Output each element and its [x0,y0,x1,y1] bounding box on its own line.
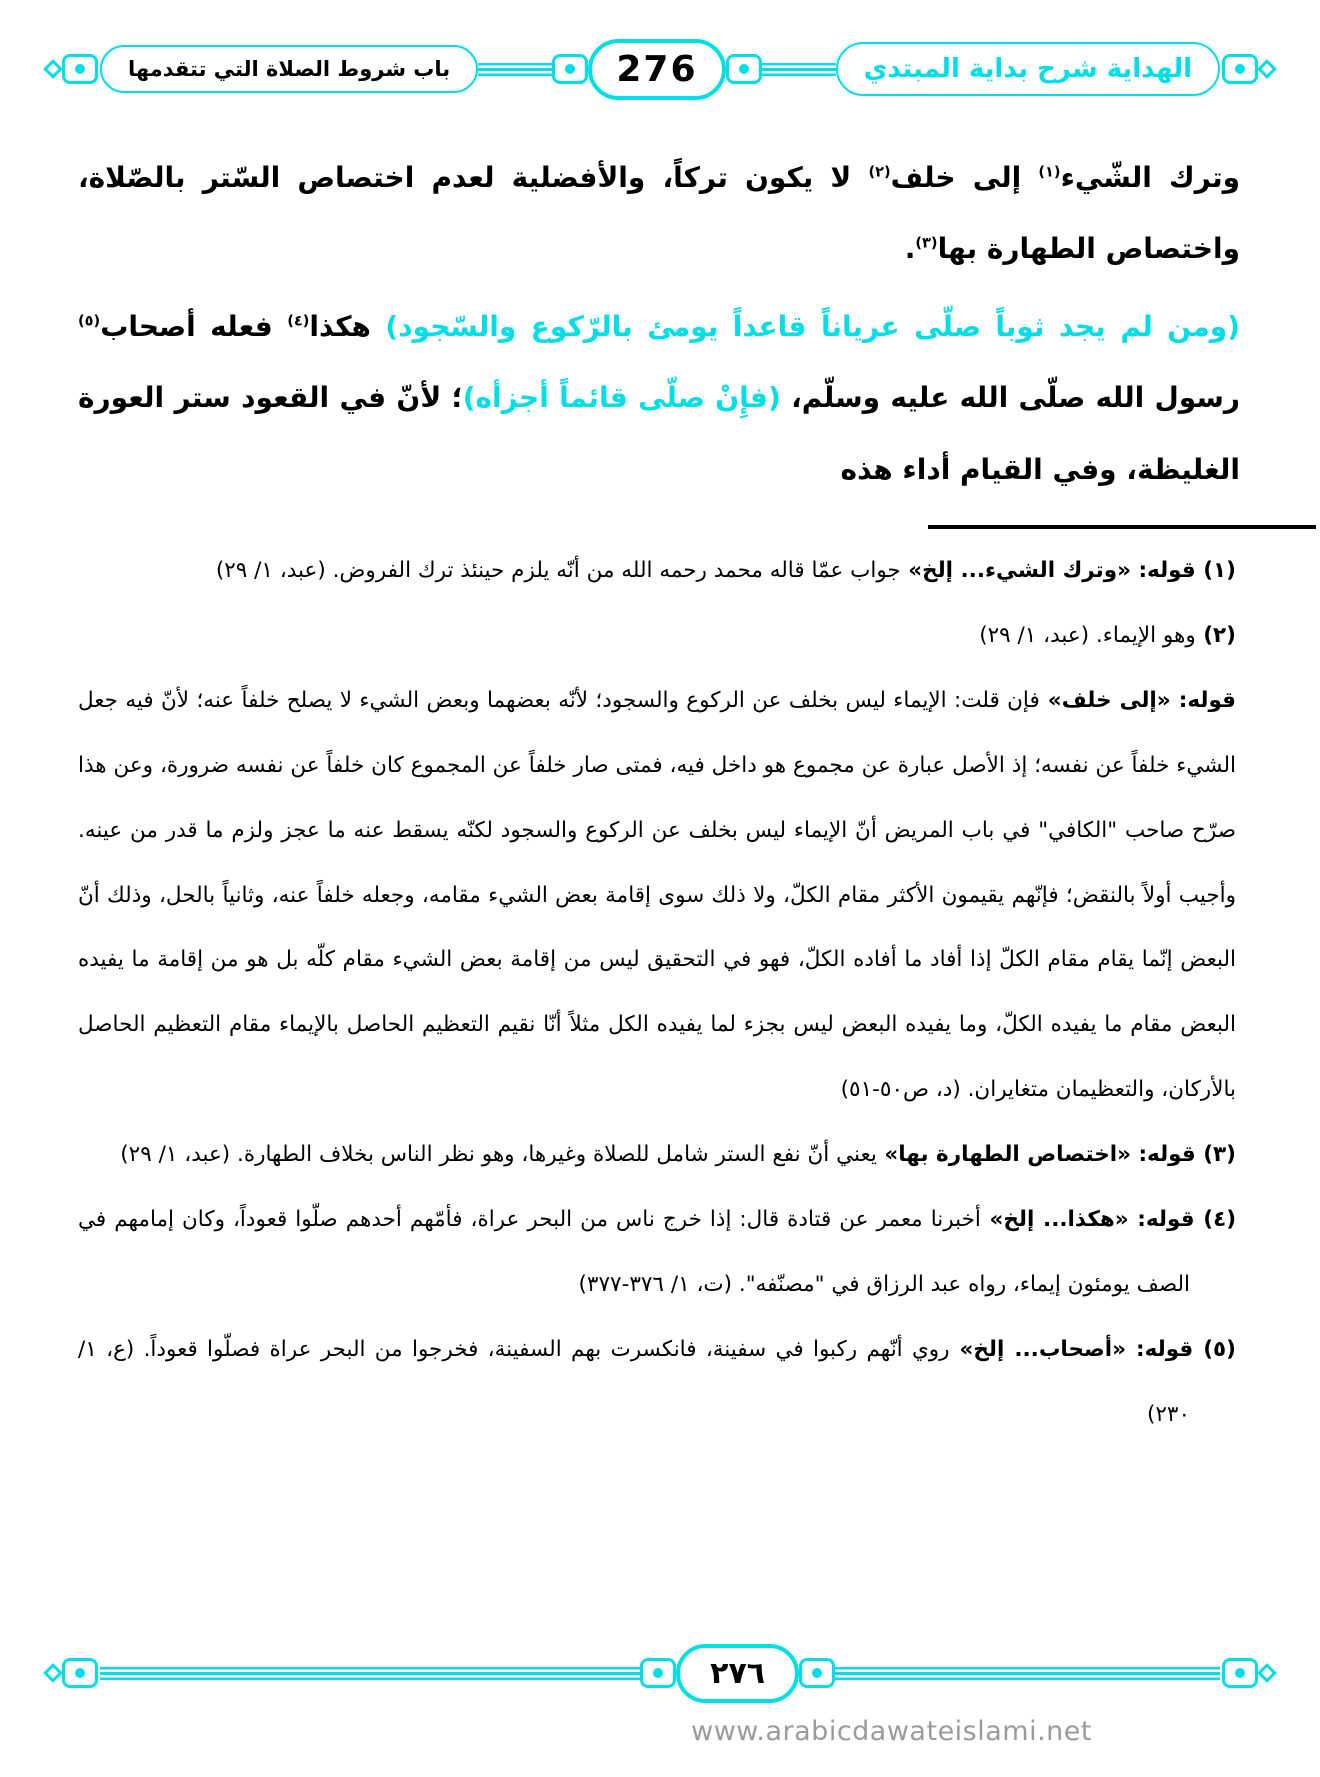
text-segment: لا يكون تركاً، والأفضلية لعدم اختصاص السّتر بالصّلاة، واختصاص الطهارة بها [78,161,1240,266]
ribbon-clamp-icon [1222,1658,1258,1688]
footnote-ref: (٣) [915,235,938,253]
footnote-ref: (٥) [78,312,101,330]
footnote-1 [78,539,1236,604]
matn-text [0,112,1320,505]
text-segment: وترك الشّيء [1060,161,1240,194]
footnote-commentary [78,669,1236,1123]
text-segment: (١) قوله: «وترك الشيء... إلخ» [900,557,1236,583]
footnote-divider [928,525,1316,529]
ribbon-clamp-icon [799,1658,835,1688]
triple-line [835,1667,1220,1680]
chapter-title-badge: باب شروط الصلاة التي تتقدمها [100,45,478,93]
text-segment: (فإِنْ صلّى قائماً أجزأه) [462,381,781,415]
page-number-badge: 276 [588,39,725,100]
footnote-ref: (١) [1038,163,1061,181]
text-segment: فعله أصحاب [100,309,288,343]
text-segment: فإن قلت: الإيماء ليس بخلف عن الركوع والسجود؛ لأنّه بعضهما وبعض الشيء لا يصلح خلفاً عنه؛ لأنّ فيه جعل الشيء خلفاً عن نفسه؛ إذ الأصل عبارة عن مجموع هو داخل فيه، فمتى صار خلفاً عن المجموع كان خلفاً عن نفسه ضرورة، وعن هذا صرّح صاحب "الكافي" في باب المريض أنّ الإيماء ليس بخلف عن الركوع والسجود لكنّه يسقط عنه ما عجز ولزم ما قدر من عينه. وأجيب أولاً بالنقض؛ فإنّهم يقيمون الأكثر مقام الكلّ، ولا ذلك سوى إقامة بعض الشيء مقامه، وجعله خلفاً عنه، وثانياً بالحل، وذلك أنّ البعض إنّما يقام مقام الكلّ إذا أفاد ما أفاده الكلّ، فهو في التحقيق ليس من إقامة بعض الشيء مقام كلّه بل هو من إقامة ما يفيده البعض مقام ما يفيده الكلّ، وما يفيده البعض ليس بجزء لما يفيده الكل مثلاً أنّا نقيم التعظيم الحاصل بالإيماء مقام التعظيم الحاصل بالأركان، والتعظيمان متغايران. (د، ص٥٠-٥١) [78,687,1236,1103]
text-segment: وهو الإيماء. (عبد، ١/ ٢٩) [979,622,1196,648]
footnote-3 [78,1123,1236,1188]
text-segment: هكذا [309,309,386,343]
text-segment: (٢) [1195,622,1236,648]
matn-paragraph [78,142,1240,285]
text-segment: قوله: «إلى خلف» [1039,687,1236,713]
footer-page-number-badge: ٢٧٦ [676,1644,799,1703]
footnote-2 [78,604,1236,669]
text-segment: جواب عمّا قاله محمد رحمه الله من أنّه يلزم حينئذ ترك الفروض. (عبد، ١/ ٢٩) [215,557,901,583]
text-segment: (٣) قوله: «اختصاص الطهارة بها» [876,1142,1236,1168]
footnote-ref: (٤) [287,312,310,330]
text-segment: (٥) قوله: «أصحاب... إلخ» [949,1337,1236,1363]
book-title-badge: الهداية شرح بداية المبتدي [836,42,1220,96]
finial-diamond-icon [1257,59,1277,79]
footnote-4 [78,1188,1236,1318]
ribbon-clamp-icon [726,54,762,84]
text-segment: أخبرنا معمر عن قتادة قال: إذا خرج ناس من البحر عراة، فأمّهم أحدهم صلّوا قعوداً، وكان إمامهم في الصف يومئون إيماء، رواه عبد الرزاق في "مصنّفه". (ت، ١/ ٣٧٦-٣٧٧) [78,1207,1190,1298]
ribbon-clamp-icon [1222,54,1258,84]
footer-band [0,1638,1320,1708]
text-segment: (ومن لم يجد ثوباً صلّى عرياناً قاعداً يومئ بالرّكوع والسّجود) [385,309,1241,343]
footnote-5 [78,1318,1236,1448]
text-segment: إلى خلف [890,161,1039,194]
header-band [0,26,1320,112]
triple-line [478,63,552,76]
triple-line [762,63,836,76]
ribbon-clamp-icon [640,1658,676,1688]
triple-line [100,1667,640,1680]
text-segment: يعني أنّ نفع الستر شامل للصلاة وغيرها، وهو نظر الناس بخلاف الطهارة. (عبد، ١/ ٢٩) [120,1142,877,1168]
website-watermark: www.arabicdawateislami.net [691,1716,1092,1747]
ribbon-clamp-icon [552,54,588,84]
footnotes-section [0,539,1320,1448]
text-segment: روي أنّهم ركبوا في سفينة، فانكسرت بهم السفينة، فخرجوا من البحر عراة فصلّوا قعوداً. (ع، ١/ ٢٣٠) [78,1337,1190,1427]
footnote-ref: (٢) [868,163,891,181]
text-segment: . [904,232,916,266]
text-segment: ؛ لأنّ في القعود ستر العورة الغليظة، وفي القيام أداء هذه [78,381,1240,486]
finial-diamond-icon [43,1663,63,1683]
finial-diamond-icon [1257,1663,1277,1683]
text-segment: رسول الله صلّى الله عليه وسلّم، [780,381,1241,415]
text-segment: (٤) قوله: «هكذا... إلخ» [980,1207,1237,1233]
matn-paragraph [78,291,1240,505]
ribbon-clamp-icon [62,1658,98,1688]
finial-diamond-icon [43,59,63,79]
ribbon-clamp-icon [62,54,98,84]
